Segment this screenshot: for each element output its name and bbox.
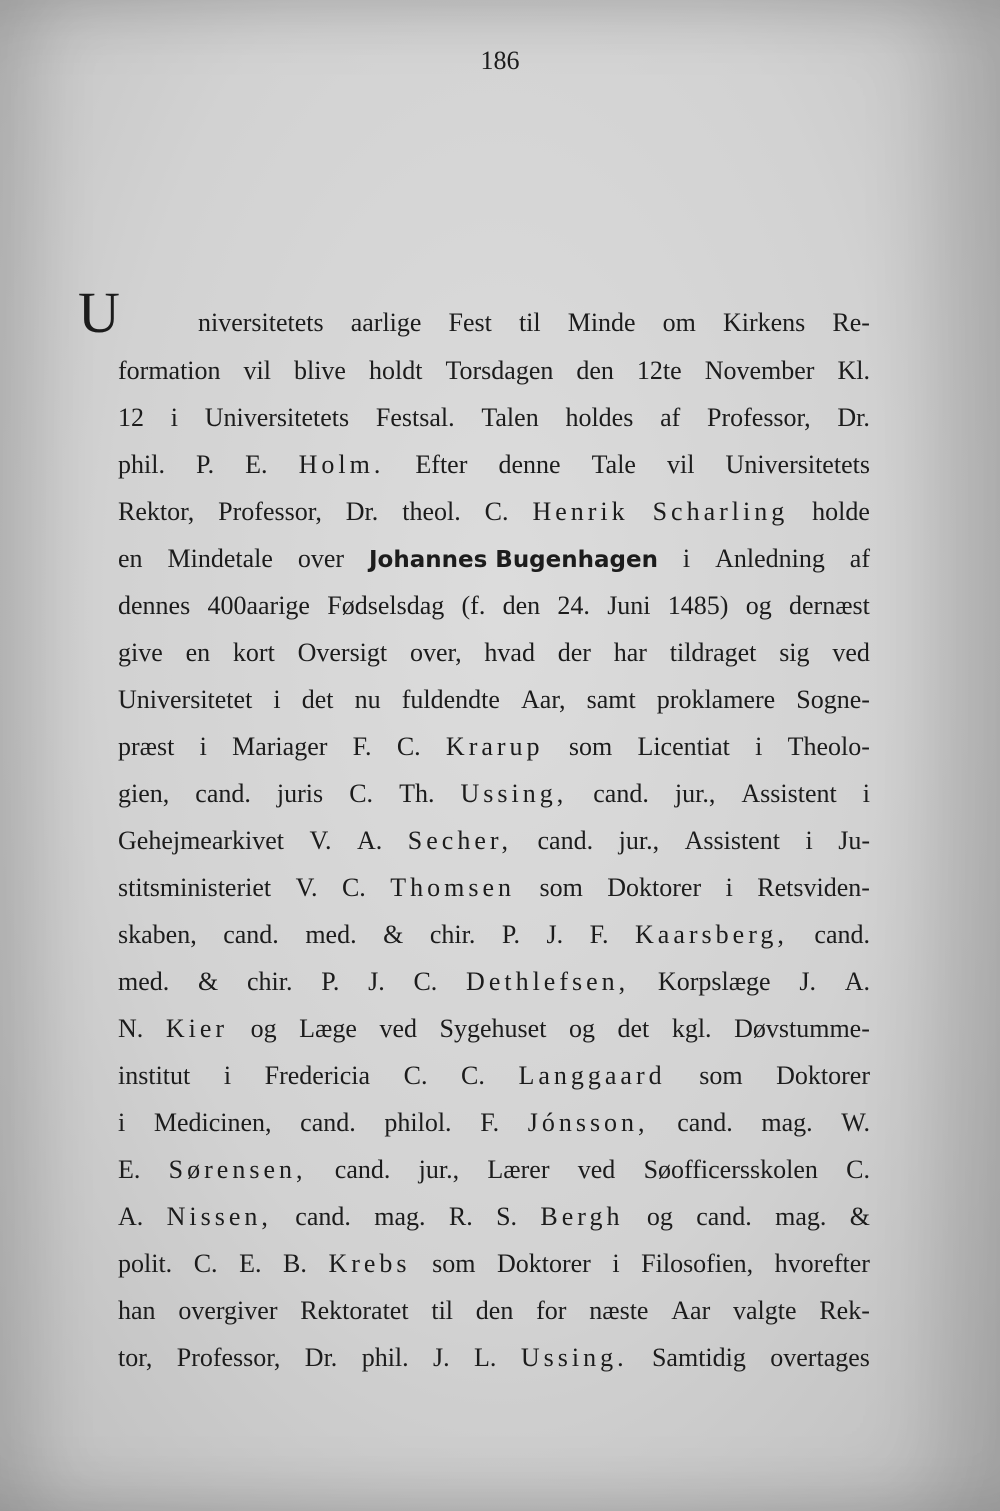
word: Holm. [298, 450, 385, 479]
word: i [755, 732, 763, 761]
word: N. [118, 1014, 144, 1043]
word: polit. [118, 1249, 173, 1278]
word: cand. [300, 1108, 356, 1137]
word: cand. [223, 920, 279, 949]
word: jur., [418, 1155, 460, 1184]
text-line [118, 356, 870, 396]
word: og [646, 1202, 673, 1231]
word: C. [396, 732, 421, 761]
text-line [118, 591, 870, 631]
word: valgte [733, 1296, 797, 1325]
word: Doktorer [496, 1249, 591, 1278]
word: Rektor, [118, 497, 195, 526]
text-line [118, 1296, 870, 1336]
text-line [118, 544, 870, 584]
word: har [613, 638, 647, 667]
word: gien, [118, 779, 170, 808]
word: Fest [448, 308, 492, 337]
word: der [557, 638, 591, 667]
word: P. [196, 450, 215, 479]
word: C. [484, 497, 509, 526]
word: Kirkens [722, 308, 806, 337]
word: tor, [118, 1343, 153, 1372]
word: E. [118, 1155, 141, 1184]
word: V. [295, 873, 318, 902]
text-line [118, 685, 870, 725]
word: Krebs [328, 1249, 411, 1278]
text-line [118, 826, 870, 866]
word: Ussing, [460, 779, 568, 808]
word: dennes [118, 591, 191, 620]
word: S. [496, 1202, 518, 1231]
word: E. [245, 450, 268, 479]
word: den [475, 1296, 514, 1325]
word: Professor, [176, 1343, 281, 1372]
word: Universitetets [204, 403, 350, 432]
word: P. [321, 967, 340, 996]
word: vil [243, 356, 271, 385]
word: Bergh [540, 1202, 624, 1231]
word: Doktorer [607, 873, 702, 902]
word: chir. [429, 920, 476, 949]
word: hvad [484, 638, 535, 667]
word: over, [409, 638, 462, 667]
word: Fredericia [264, 1061, 371, 1090]
text-line [118, 1155, 870, 1195]
word: Aar, [521, 685, 566, 714]
word: F. [480, 1108, 500, 1137]
word: i [682, 544, 691, 573]
word: skaben, [118, 920, 197, 949]
word: om [662, 308, 696, 337]
word: en [118, 544, 143, 573]
word: C. [413, 967, 438, 996]
text-line [118, 732, 870, 772]
word: juris [276, 779, 324, 808]
word: Anledning [715, 544, 825, 573]
word: Dr. [345, 497, 379, 526]
word: til [431, 1296, 454, 1325]
word: blive [293, 356, 346, 385]
word: Aar [671, 1296, 711, 1325]
word: dernæst [789, 591, 870, 620]
word: Rektoratet [300, 1296, 409, 1325]
word: i [725, 873, 733, 902]
word: af [660, 403, 681, 432]
word: kort [232, 638, 275, 667]
word: cand. [593, 779, 649, 808]
word: Dethlefsen, [466, 967, 630, 996]
word: som [432, 1249, 476, 1278]
text-line [118, 308, 870, 348]
word: som [539, 873, 583, 902]
word: Doktorer [776, 1061, 870, 1090]
word: A. [844, 967, 870, 996]
word: holde [812, 497, 870, 526]
word: cand. [195, 779, 251, 808]
word: Rek- [819, 1296, 870, 1325]
word: og [745, 591, 772, 620]
word: 24. [557, 591, 590, 620]
word: & [198, 967, 219, 996]
word: (f. [461, 591, 486, 620]
word: & [383, 920, 404, 949]
word: stitsministeriet [118, 873, 272, 902]
word: ved [832, 638, 870, 667]
word: Assistent [684, 826, 780, 855]
text-line [118, 779, 870, 819]
word: den [576, 356, 614, 385]
word: cand. [537, 826, 594, 855]
word: Korpslæge [657, 967, 771, 996]
word: Universitetet [118, 685, 253, 714]
word: Dr. [837, 403, 870, 432]
word: over [297, 544, 345, 573]
word: B. [283, 1249, 307, 1278]
word: holdes [565, 403, 634, 432]
page-number: 186 [480, 46, 520, 75]
word: E. [239, 1249, 262, 1278]
text-line [118, 1061, 870, 1101]
word: A. [118, 1202, 144, 1231]
word: Filosofien, [641, 1249, 754, 1278]
word: Medicinen, [153, 1108, 272, 1137]
text-line [118, 1343, 870, 1383]
word: i [862, 779, 870, 808]
word: Licentiat [637, 732, 730, 761]
word: Langgaard [518, 1061, 666, 1090]
word: Re- [832, 308, 870, 337]
emphasized-name: Johannes Bugenhagen [368, 547, 658, 573]
word: give [118, 638, 163, 667]
word: som [699, 1061, 743, 1090]
word: i [199, 732, 207, 761]
word: Tale [591, 450, 636, 479]
word: A. [357, 826, 383, 855]
word: i [612, 1249, 620, 1278]
word: med. [305, 920, 357, 949]
text-line [118, 1249, 870, 1289]
word: i [273, 685, 281, 714]
word: mag. [374, 1202, 426, 1231]
word: i [170, 403, 178, 432]
word: philol. [384, 1108, 452, 1137]
word: theol. [402, 497, 461, 526]
word: det [301, 685, 334, 714]
text-line [118, 638, 870, 678]
word: Dr. [304, 1343, 338, 1372]
word: mag. [775, 1202, 827, 1231]
word: jur., [674, 779, 716, 808]
word: phil. [361, 1343, 409, 1372]
word: C. [846, 1155, 870, 1184]
word: Festsal. [375, 403, 455, 432]
word: C. [349, 779, 374, 808]
word: C. [403, 1061, 428, 1090]
word: holdt [368, 356, 423, 385]
text-line [118, 967, 870, 1007]
word: det [617, 1014, 650, 1043]
word: mag. [761, 1108, 813, 1137]
text-line [118, 497, 870, 537]
word: Minde [567, 308, 636, 337]
word: den [502, 591, 541, 620]
word: Mariager [232, 732, 328, 761]
word: W. [841, 1108, 870, 1137]
word: L. [474, 1343, 497, 1372]
word: præst [118, 732, 175, 761]
word: chir. [247, 967, 293, 996]
word: som [568, 732, 613, 761]
word: Kaarsberg, [635, 920, 788, 949]
word: Retsviden- [757, 873, 870, 902]
word: Lærer [487, 1155, 550, 1184]
word: Universitetets [725, 450, 870, 479]
word: Krarup [445, 732, 544, 761]
word: samt [586, 685, 636, 714]
word: J. [799, 967, 816, 996]
word: tildraget [669, 638, 757, 667]
word: & [849, 1202, 870, 1231]
word: ved [577, 1155, 616, 1184]
word: Henrik [532, 497, 629, 526]
word: Søofficersskolen [643, 1155, 818, 1184]
text-line [118, 1202, 870, 1242]
word: Th. [399, 779, 435, 808]
word: nu [354, 685, 381, 714]
word: cand. [334, 1155, 391, 1184]
word: V. [309, 826, 332, 855]
word: Professor, [218, 497, 322, 526]
text-line [118, 873, 870, 913]
word: Efter [415, 450, 468, 479]
word: Sogne- [796, 685, 870, 714]
word: Secher, [407, 826, 512, 855]
word: Mindetale [167, 544, 273, 573]
word: formation [118, 356, 221, 385]
word: cand. [814, 920, 870, 949]
word: sig [779, 638, 810, 667]
word: Ussing. [520, 1343, 628, 1372]
word: F. [589, 920, 609, 949]
word: institut [118, 1061, 191, 1090]
text-line [118, 920, 870, 960]
word: Professor, [707, 403, 811, 432]
word: Læge [299, 1014, 357, 1043]
word: C. [341, 873, 366, 902]
word: næste [589, 1296, 649, 1325]
word: J. [433, 1343, 450, 1372]
word: i [118, 1108, 126, 1137]
word: 1485) [667, 591, 729, 620]
word: ved [379, 1014, 417, 1043]
word: proklamere [656, 685, 776, 714]
word: C. [193, 1249, 218, 1278]
word: C. [461, 1061, 485, 1090]
word: Samtidig [651, 1343, 746, 1372]
word: Torsdagen [445, 356, 554, 385]
text-line [118, 403, 870, 443]
word: Kier [165, 1014, 229, 1043]
word: J. [546, 920, 564, 949]
word: phil. [118, 450, 165, 479]
word: Scharling [652, 497, 789, 526]
word: fuldendte [401, 685, 500, 714]
word: R. [448, 1202, 473, 1231]
word: Sørensen, [168, 1155, 307, 1184]
word: Thomsen [390, 873, 516, 902]
word: cand. [696, 1202, 752, 1231]
word: P. [501, 920, 520, 949]
word: Nissen, [166, 1202, 272, 1231]
word: en [185, 638, 211, 667]
word: 400aarige [207, 591, 310, 620]
word: F. [352, 732, 372, 761]
word: Oversigt [297, 638, 388, 667]
word: overgiver [178, 1296, 278, 1325]
word: 12 [118, 403, 144, 432]
word: Jónsson, [527, 1108, 649, 1137]
word: Talen [481, 403, 539, 432]
word: i [805, 826, 813, 855]
word: cand. [295, 1202, 351, 1231]
word: Kl. [837, 356, 870, 385]
word: med. [118, 967, 170, 996]
word: Gehejmearkivet [118, 826, 285, 855]
text-line [118, 1108, 870, 1148]
word: overtages [770, 1343, 870, 1372]
word: Døvstumme- [734, 1014, 870, 1043]
word: jur., [618, 826, 660, 855]
word: og [568, 1014, 595, 1043]
word: November [704, 356, 815, 385]
word: han [118, 1296, 156, 1325]
text-line [118, 450, 870, 490]
word: niversitetets [198, 308, 324, 337]
word: Ju- [838, 826, 870, 855]
word: Juni [607, 591, 651, 620]
word: denne [498, 450, 561, 479]
word: til [518, 308, 541, 337]
word: Theolo- [787, 732, 870, 761]
word: Fødselsdag [327, 591, 445, 620]
word: i [223, 1061, 232, 1090]
word: og [250, 1014, 277, 1043]
word: J. [368, 967, 385, 996]
drop-cap: U [78, 280, 120, 345]
word: kgl. [671, 1014, 712, 1043]
word: Sygehuset [439, 1014, 547, 1043]
word: Assistent [741, 779, 837, 808]
word: hvorefter [774, 1249, 870, 1278]
word: for [536, 1296, 567, 1325]
word: cand. [677, 1108, 733, 1137]
word: 12te [636, 356, 682, 385]
text-line [118, 1014, 870, 1054]
word: aarlige [350, 308, 422, 337]
word: vil [667, 450, 695, 479]
word: af [849, 544, 870, 573]
